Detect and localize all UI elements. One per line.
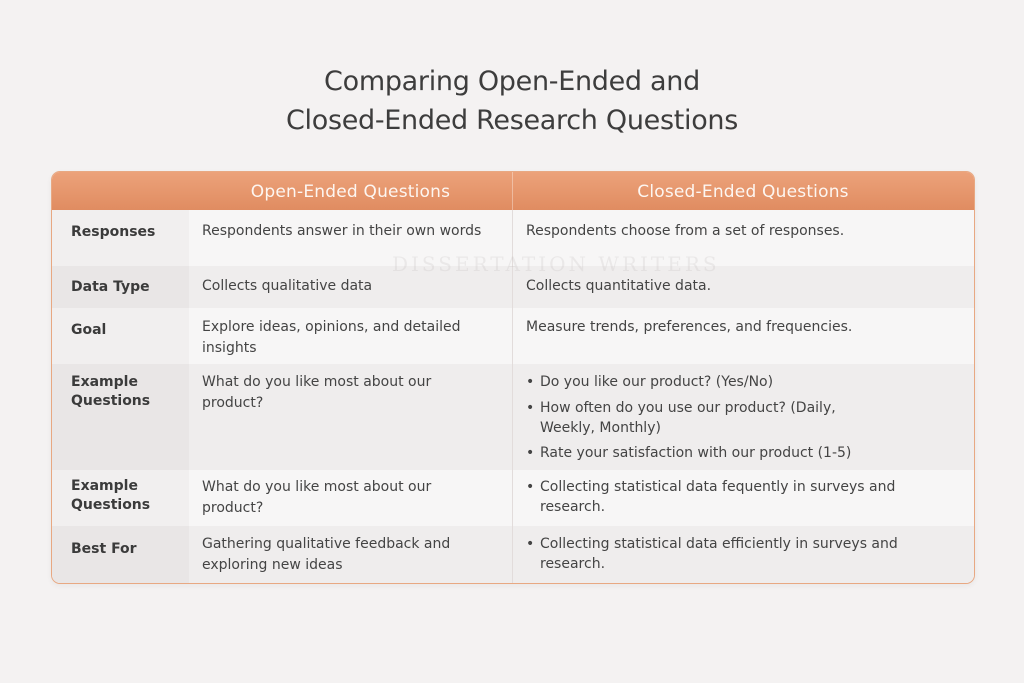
closed-cell: Respondents choose from a set of responses. xyxy=(526,223,845,239)
page-title xyxy=(0,62,1024,140)
table-row xyxy=(52,526,974,583)
row-label: Responses xyxy=(71,224,156,240)
title-line-2: Closed-Ended Research Questions xyxy=(285,105,739,136)
open-cell: Collects qualitative data xyxy=(202,278,373,294)
closed-cell: Collects quantitative data. xyxy=(526,278,712,294)
row-label: Best For xyxy=(71,541,137,557)
bullet-icon: • xyxy=(526,400,535,416)
bullet-icon: • xyxy=(526,445,535,461)
open-cell: What do you like most about our product? xyxy=(202,479,432,516)
table-row xyxy=(52,470,974,526)
row-label: Example Questions xyxy=(71,374,151,409)
list-item: • Collecting statistical data fequently in surveys and research. xyxy=(526,479,896,515)
open-cell: What do you like most about our product? xyxy=(202,374,432,411)
header-open-ended: Open-Ended Questions xyxy=(250,182,451,202)
header-closed-ended: Closed-Ended Questions xyxy=(637,182,849,202)
list-item: • Collecting statistical data efficiently in surveys and research. xyxy=(526,536,898,572)
bullet-icon: • xyxy=(526,479,535,495)
open-cell: Explore ideas, opinions, and detailed insights xyxy=(202,319,461,356)
list-item: • Rate your satisfaction with our product (1-5) xyxy=(526,445,852,461)
table-row xyxy=(52,266,974,308)
open-cell: Respondents answer in their own words xyxy=(202,223,482,239)
table-row xyxy=(52,210,974,266)
open-cell: Gathering qualitative feedback and exploring new ideas xyxy=(202,536,451,573)
closed-bullet-list xyxy=(526,477,926,517)
row-label: Goal xyxy=(71,322,107,338)
title-line-1: Comparing Open-Ended and xyxy=(324,66,700,97)
column-divider xyxy=(512,210,513,583)
list-item: • Do you like our product? (Yes/No) xyxy=(526,374,774,390)
bullet-icon: • xyxy=(526,374,535,390)
list-item: • How often do you use our product? (Daily, Weekly, Monthly) xyxy=(526,400,836,436)
table-row xyxy=(52,308,974,364)
row-label: Data Type xyxy=(71,279,150,295)
bullet-icon: • xyxy=(526,536,535,552)
closed-bullet-list xyxy=(526,372,956,463)
comparison-table xyxy=(51,171,975,584)
table-header xyxy=(52,172,974,210)
closed-cell: Measure trends, preferences, and frequencies. xyxy=(526,319,853,335)
row-label: Example Questions xyxy=(71,478,151,513)
table-row xyxy=(52,364,974,470)
closed-bullet-list xyxy=(526,534,926,574)
